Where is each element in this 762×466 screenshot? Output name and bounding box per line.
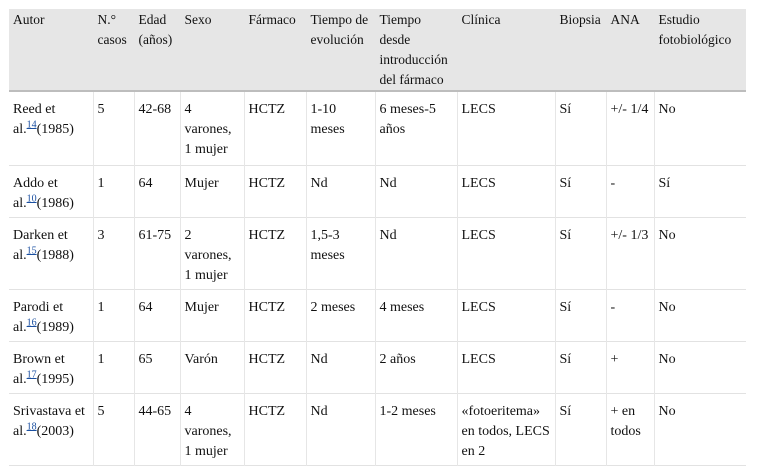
cell-cases: 5 — [93, 91, 134, 166]
table-row — [9, 166, 746, 218]
cell-biopsy: Sí — [555, 218, 606, 290]
cell-ana: - — [606, 166, 654, 218]
cell-drug: HCTZ — [244, 91, 306, 166]
cell-cases: 1 — [93, 290, 134, 342]
header-author: Autor — [13, 12, 45, 27]
cell-sex: 2 varones, 1 mujer — [180, 218, 244, 290]
header-age: Edad (años) — [134, 9, 180, 91]
cell-evolution: Nd — [306, 166, 375, 218]
cell-drug: HCTZ — [244, 218, 306, 290]
cell-author: Addo et al.$^{10}$(1986) — [13, 176, 74, 211]
cell-photo: No — [654, 91, 746, 166]
table-container — [9, 9, 746, 466]
reference-link[interactable]: 17 — [26, 369, 37, 381]
header-ana: ANA — [606, 9, 654, 91]
cell-clinic: LECS — [457, 342, 555, 394]
cell-ana: - — [606, 290, 654, 342]
cell-evolution: 2 meses — [306, 290, 375, 342]
cell-since-drug: 4 meses — [375, 290, 457, 342]
cell-photo: No — [654, 342, 746, 394]
cell-clinic: LECS — [457, 290, 555, 342]
cell-evolution: 1,5-3 meses — [306, 218, 375, 290]
cell-ana: + — [606, 342, 654, 394]
cell-photo: Sí — [654, 166, 746, 218]
cell-ana: + en todos — [606, 394, 654, 466]
cell-since-drug: Nd — [375, 166, 457, 218]
cell-ana: +/- 1/4 — [606, 91, 654, 166]
header-row — [9, 9, 746, 91]
cell-cases: 3 — [93, 218, 134, 290]
reference-link[interactable]: 16 — [26, 317, 37, 329]
cell-age: 64 — [134, 290, 180, 342]
cell-author: Reed et al.$^{14}$(1985) — [13, 102, 74, 137]
cell-since-drug: 1-2 meses — [375, 394, 457, 466]
cell-photo: No — [654, 290, 746, 342]
header-since-drug: Tiempo desde introducción del fármaco — [375, 9, 457, 91]
cell-age: 65 — [134, 342, 180, 394]
cell-since-drug: 6 meses-5 años — [375, 91, 457, 166]
header-sex: Sexo — [180, 9, 244, 91]
cell-photo: No — [654, 394, 746, 466]
header-clinic: Clínica — [457, 9, 555, 91]
cell-biopsy: Sí — [555, 394, 606, 466]
cell-drug: HCTZ — [244, 394, 306, 466]
cell-sex: Mujer — [180, 166, 244, 218]
cell-age: 61-75 — [134, 218, 180, 290]
cell-since-drug: Nd — [375, 218, 457, 290]
reference-link[interactable]: 18 — [26, 421, 37, 433]
cell-evolution: 1-10 meses — [306, 91, 375, 166]
cell-since-drug: 2 años — [375, 342, 457, 394]
reference-link[interactable]: 15 — [26, 245, 37, 257]
cell-age: 44-65 — [134, 394, 180, 466]
cell-sex: 4 varones, 1 mujer — [180, 394, 244, 466]
cell-evolution: Nd — [306, 394, 375, 466]
header-drug: Fármaco — [244, 9, 306, 91]
header-biopsy: Biopsia — [555, 9, 606, 91]
table-row — [9, 290, 746, 342]
cell-clinic: LECS — [457, 91, 555, 166]
cell-sex: 4 varones, 1 mujer — [180, 91, 244, 166]
header-evolution: Tiempo de evolución — [306, 9, 375, 91]
cell-author: Parodi et al.$^{16}$(1989) — [13, 300, 74, 335]
cell-biopsy: Sí — [555, 342, 606, 394]
cell-age: 42-68 — [134, 91, 180, 166]
cell-cases: 1 — [93, 342, 134, 394]
header-cases: N.° casos — [93, 9, 134, 91]
cell-sex: Varón — [180, 342, 244, 394]
cell-ana: +/- 1/3 — [606, 218, 654, 290]
table-row — [9, 218, 746, 290]
cell-clinic: LECS — [457, 218, 555, 290]
data-table — [9, 9, 746, 466]
cell-biopsy: Sí — [555, 91, 606, 166]
header-photo: Estudio fotobiológico — [654, 9, 746, 91]
cell-evolution: Nd — [306, 342, 375, 394]
cell-cases: 5 — [93, 394, 134, 466]
cell-drug: HCTZ — [244, 342, 306, 394]
cell-photo: No — [654, 218, 746, 290]
cell-cases: 1 — [93, 166, 134, 218]
reference-link[interactable]: 10 — [26, 193, 37, 205]
cell-age: 64 — [134, 166, 180, 218]
cell-biopsy: Sí — [555, 166, 606, 218]
cell-biopsy: Sí — [555, 290, 606, 342]
table-row — [9, 394, 746, 466]
cell-sex: Mujer — [180, 290, 244, 342]
cell-author: Srivastava et al.$^{18}$(2003) — [13, 404, 85, 439]
reference-link[interactable]: 14 — [26, 119, 37, 131]
cell-drug: HCTZ — [244, 290, 306, 342]
table-row — [9, 342, 746, 394]
table-row — [9, 91, 746, 166]
cell-clinic: «fotoeritema» en todos, LECS en 2 — [457, 394, 555, 466]
cell-drug: HCTZ — [244, 166, 306, 218]
cell-clinic: LECS — [457, 166, 555, 218]
cell-author: Brown et al.$^{17}$(1995) — [13, 352, 74, 387]
cell-author: Darken et al.$^{15}$(1988) — [13, 228, 74, 263]
